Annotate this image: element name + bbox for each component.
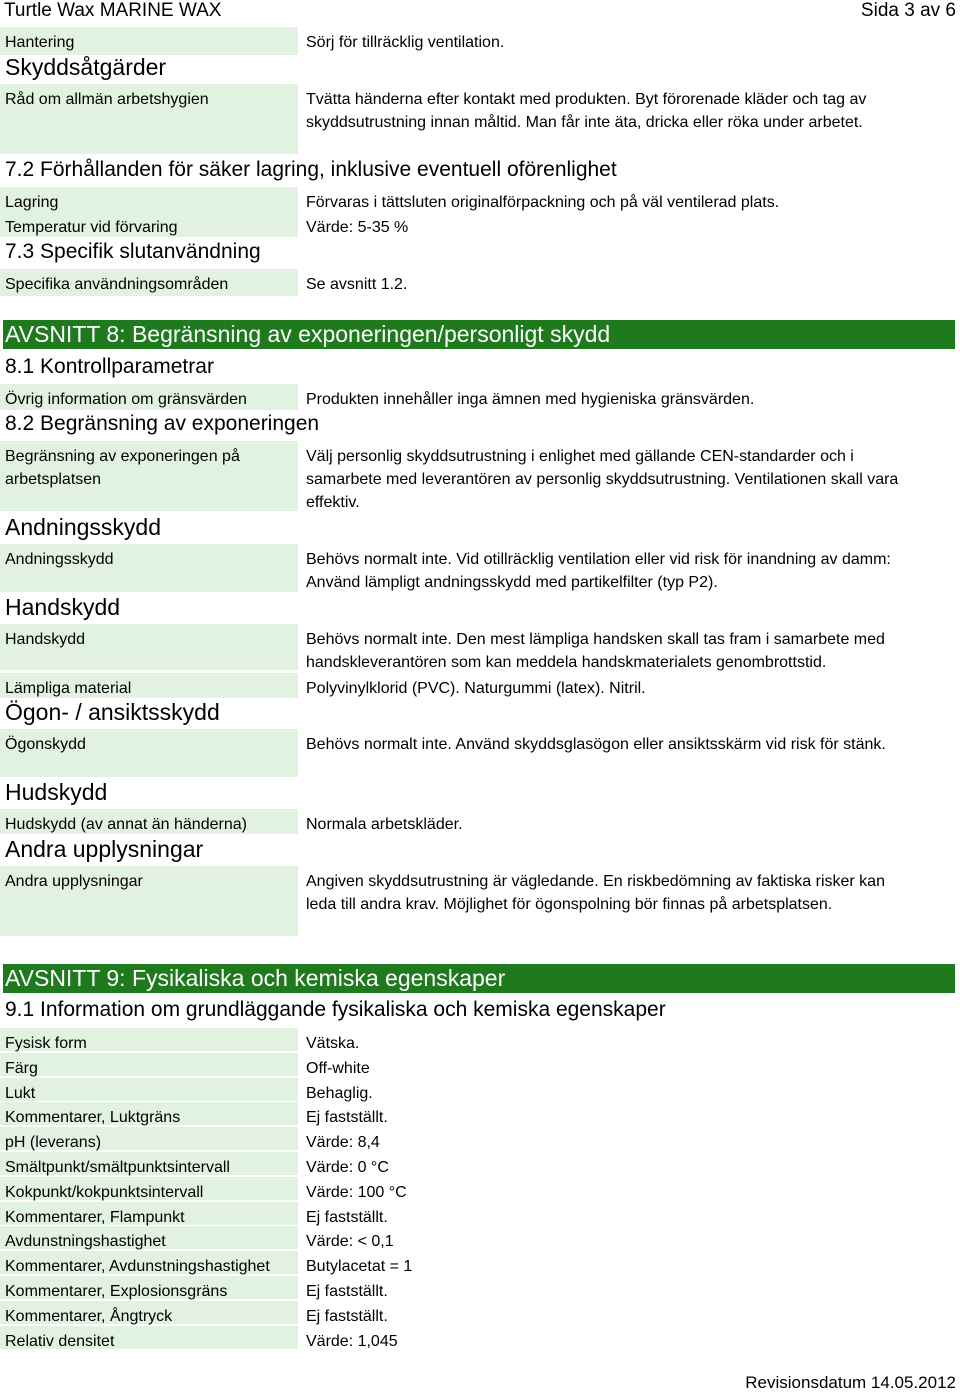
value-handskydd: Behövs normalt inte. Den mest lämpliga handsken skall tas fram i samarbete med handskleverantören som kan meddela handskmaterialets genombrottstid. [306,631,885,671]
value-andningsskydd: Behövs normalt inte. Vid otillräcklig ventilation eller vid risk för inandning av damm: Använd lämpligt andningsskydd med partikelfilter (typ P2). [306,551,891,591]
value-andra-upplysningar: Angiven skyddsutrustning är vägledande. En riskbedömning av faktiska risker kan leda till andra krav. Möjlighet för ögonspolning bör finnas på arbetsplatsen. [306,873,885,913]
label-hantering: Hantering [0,27,298,55]
property-value: Värde: 1,045 [306,1332,398,1350]
property-value: Behaglig. [306,1084,373,1102]
property-value: Värde: 100 °C [306,1183,407,1201]
label-ovrig-info: Övrig information om gränsvärden [0,384,298,410]
value-arbetsplatsen: Välj personlig skyddsutrustning i enlighet med gällande CEN-standarder och i samarbete med leverantören av personlig skyddsutrustning. Ventilationen skall vara effektiv. [306,448,899,511]
property-value: Ej fastställt. [306,1307,388,1325]
property-label: Kommentarer, Luktgräns [0,1102,298,1125]
value-ovrig-info: Produkten innehåller inga ämnen med hygieniska gränsvärden. [306,391,755,408]
label-handskydd: Handskydd [0,624,298,670]
value-specifika: Se avsnitt 1.2. [306,276,408,293]
heading-andra-upplysningar: Andra upplysningar [5,836,204,862]
document-title: Turtle Wax MARINE WAX [4,0,222,21]
property-label: Smältpunkt/smältpunktsintervall [0,1152,298,1175]
property-value: Butylacetat = 1 [306,1258,413,1276]
value-arbetshygien: Tvätta händerna efter kontakt med produkten. Byt förorenade kläder och tag av skyddsutrustning innan måltid. Man får inte äta, dricka eller röka under arbetet. [306,91,867,131]
value-lampliga-material: Polyvinylklorid (PVC). Naturgummi (latex). Nitril. [306,680,646,697]
property-label: Relativ densitet [0,1326,298,1349]
property-label: Kommentarer, Flampunkt [0,1202,298,1225]
value-temperatur: Värde: 5-35 % [306,219,409,236]
property-label: Kokpunkt/kokpunktsintervall [0,1177,298,1200]
heading-andningsskydd: Andningsskydd [5,514,161,540]
label-lagring: Lagring [0,187,298,214]
property-value: Värde: < 0,1 [306,1233,394,1251]
label-arbetshygien: Råd om allmän arbetshygien [0,84,298,154]
value-ogonskydd: Behövs normalt inte. Använd skyddsglasögon eller ansiktsskärm vid risk för stänk. [306,736,886,753]
label-andra-upplysningar: Andra upplysningar [0,866,298,936]
property-label: Kommentarer, Ångtryck [0,1301,298,1324]
property-label: Kommentarer, Explosionsgräns [0,1276,298,1299]
property-value: Ej fastställt. [306,1109,388,1127]
heading-skyddsatgarder: Skyddsåtgärder [5,54,167,80]
label-arbetsplatsen: Begränsning av exponeringen på arbetsplatsen [0,441,298,511]
property-label: pH (leverans) [0,1127,298,1150]
page-number: Sida 3 av 6 [860,0,956,21]
label-specifika: Specifika användningsområden [0,269,298,296]
heading-ogon-ansiktsskydd: Ögon- / ansiktsskydd [5,699,220,725]
property-value: Värde: 0 °C [306,1159,389,1176]
heading-hudskydd: Hudskydd [5,779,108,805]
section-bar-9: AVSNITT 9: Fysikaliska och kemiska egenskaper [3,964,955,993]
label-andningsskydd: Andningsskydd [0,544,298,592]
heading-handskydd: Handskydd [5,594,121,620]
property-value: Vätska. [306,1035,360,1052]
revision-date: Revisionsdatum 14.05.2012 [745,1373,956,1392]
heading-9-1: 9.1 Information om grundläggande fysikaliska och kemiska egenskaper [5,998,666,1021]
property-value: Värde: 8,4 [306,1134,380,1152]
heading-7-2: 7.2 Förhållanden för säker lagring, inklusive eventuell oförenlighet [5,158,617,181]
property-label: Fysisk form [0,1028,298,1051]
property-value: Off-white [306,1059,370,1077]
property-label: Lukt [0,1078,298,1101]
heading-7-3: 7.3 Specifik slutanvändning [5,240,261,263]
property-label: Avdunstningshastighet [0,1226,298,1249]
value-hantering: Sörj för tillräcklig ventilation. [306,34,505,51]
property-label: Färg [0,1053,298,1076]
label-ogonskydd: Ögonskydd [0,729,298,777]
label-lampliga-material: Lämpliga material [0,673,298,698]
section-bar-8: AVSNITT 8: Begränsning av exponeringen/personligt skydd [3,320,955,349]
property-label: Kommentarer, Avdunstningshastighet [0,1251,298,1274]
value-lagring: Förvaras i tättsluten originalförpackning och på väl ventilerad plats. [306,194,780,211]
heading-8-2: 8.2 Begränsning av exponeringen [5,412,320,435]
value-hudskydd: Normala arbetskläder. [306,816,463,833]
property-value: Ej fastställt. [306,1208,388,1226]
page-header [0,0,960,22]
property-value: Ej fastställt. [306,1283,388,1300]
label-hudskydd: Hudskydd (av annat än händerna) [0,809,298,834]
heading-8-1: 8.1 Kontrollparametrar [5,355,214,378]
label-temperatur: Temperatur vid förvaring [0,212,298,237]
